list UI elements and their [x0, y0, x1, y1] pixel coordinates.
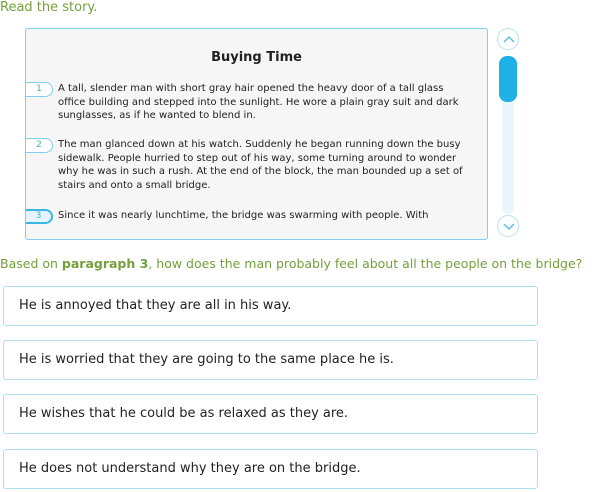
- chevron-up-icon: [503, 35, 515, 44]
- scroll-thumb[interactable]: [499, 56, 517, 102]
- question-suffix: , how does the man probably feel about all the people on the bridge?: [148, 256, 583, 271]
- answer-option-1[interactable]: He is annoyed that they are all in his way.: [3, 286, 538, 326]
- paragraph-text: Since it was nearly lunchtime, the bridge was swarming with people. With: [58, 210, 429, 221]
- story-title: Buying Time: [211, 50, 302, 65]
- paragraph-number-badge: 1: [25, 82, 53, 97]
- scroll-up-button[interactable]: [497, 28, 519, 50]
- story-panel[interactable]: [25, 28, 488, 240]
- chevron-down-icon: [503, 222, 515, 231]
- paragraph-number-badge: 3: [25, 209, 53, 224]
- answer-option-2[interactable]: He is worried that they are going to the same place he is.: [3, 340, 538, 380]
- question-highlight: paragraph 3: [61, 256, 149, 271]
- scroll-down-button[interactable]: [497, 215, 519, 237]
- story-scrollbar[interactable]: [497, 28, 521, 240]
- paragraph-number-badge: 2: [25, 138, 53, 153]
- question-prefix: Based on: [0, 256, 62, 271]
- answer-option-4[interactable]: He does not understand why they are on the bridge.: [3, 449, 538, 489]
- instruction-text: Read the story.: [0, 0, 98, 15]
- paragraph-text: A tall, slender man with short gray hair opened the heavy door of a tall glass office building and stepped into the sunlight. He wore a plain gray suit and dark sunglasses, as if he wanted to blend in.: [58, 83, 459, 121]
- answer-option-3[interactable]: He wishes that he could be as relaxed as they are.: [3, 394, 538, 434]
- question-text: [0, 256, 600, 272]
- paragraph-text: The man glanced down at his watch. Suddenly he began running down the busy sidewalk. People hurried to step out of his way, some turning around to wonder why he was in such a rush. At the end of the block, the man bounded up a set of stairs and onto a small bridge.: [58, 139, 463, 191]
